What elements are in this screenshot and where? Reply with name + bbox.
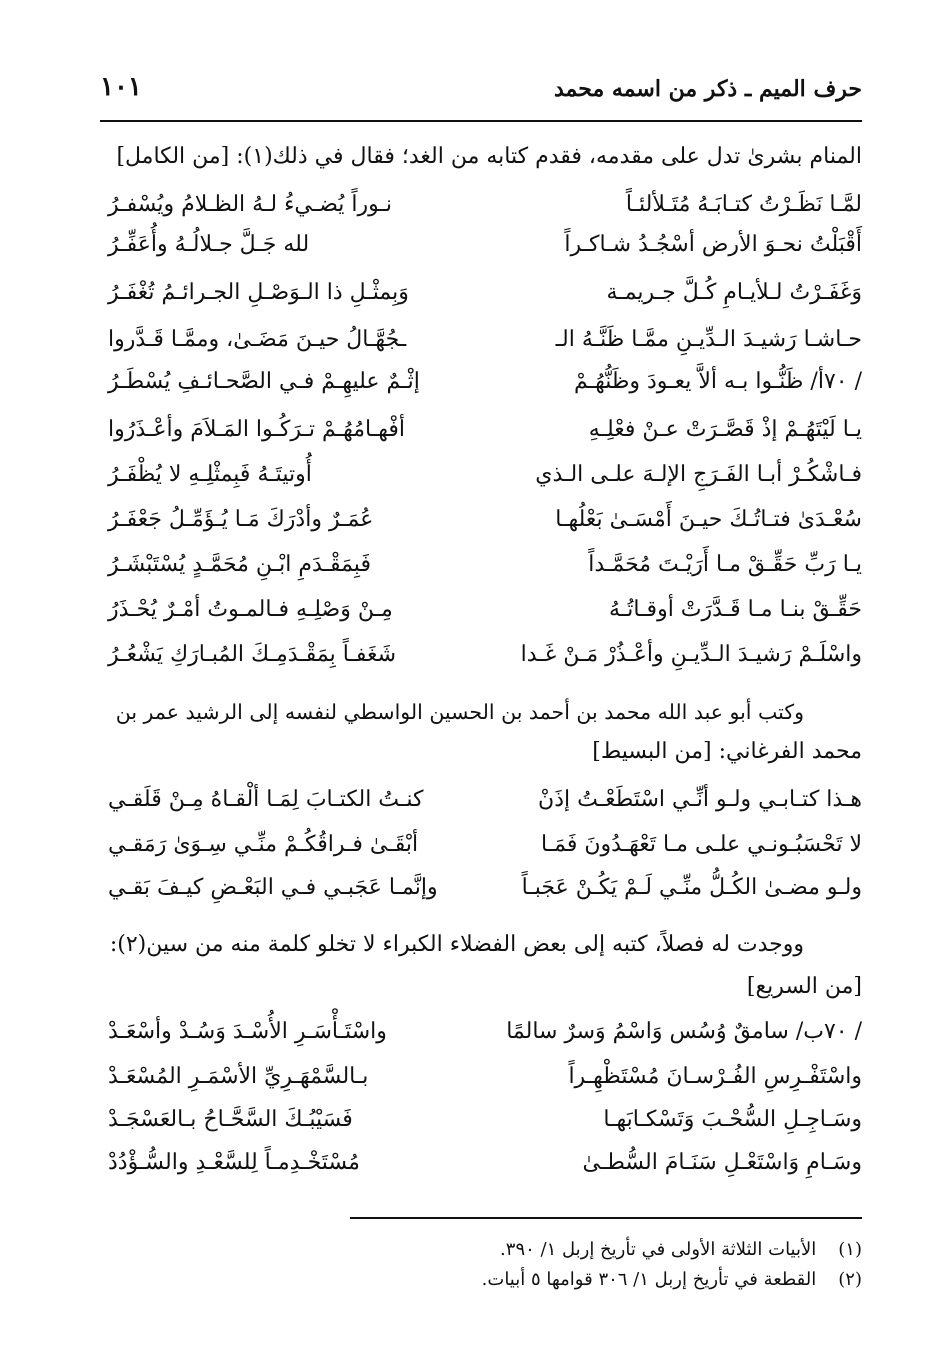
first-hemistich: وسَـامِ وَاسْتَعْـلِ سَنَـامَ السُّطـىٰ [582,1150,862,1175]
poem2-verse [100,868,862,908]
paragraph-line: ووجدت له فصلاً، كتبه إلى بعض الفضلاء الكبراء لا تخلو كلمة منه من سين(٢): [109,932,804,957]
first-hemistich: سُعْـدَىٰ فتـاتُـكَ حيـنَ أَمْسَـىٰ بَعْلُهـا [555,507,862,532]
poem1-verse [100,500,862,540]
footnote-text: الأبيات الثلاثة الأولى في تأريخ إربل ١/ ٣٩٠. [500,1239,817,1260]
footnote-number: (١) [838,1239,862,1260]
paragraph-line: محمد الفرغاني: [من البسيط] [592,739,862,764]
poem1-verse [100,590,862,630]
footnote [100,1266,862,1294]
second-hemistich: نـوراً يُضـيءُ لـهُ الظـلامُ ويُسْفـرُ [108,192,393,217]
first-hemistich: أَقْبَلْتُ نحـوَ الأرض أسْجُـدُ شـاكـراً [564,232,862,257]
footnote-number: (٢) [838,1269,862,1290]
first-hemistich: وسَـاجِـلِ السُّحْـبَ وَتَسْكـابَهـا [603,1107,862,1132]
first-hemistich: لا تَحْسَبُـونـي علـى مـا تَعْهَـدُونَ فَمَـا [541,832,862,857]
intro-line: المنام بشرىٰ تدل على مقدمه، فقدم كتابه من الغد؛ فقال في ذلك(١): [من الكامل] [116,144,862,169]
first-hemistich: يـا لَيْتَهُـمْ إذْ قَصَّـرَتْ عـنْ فعْلِـهِ [588,417,862,442]
footnote-text: القطعة في تأريخ إربل ١/ ٣٠٦ قوامها ٥ أبيات. [481,1269,817,1290]
footnote [100,1236,862,1264]
second-hemistich: أُوتيتَـهُ فَبِمثْلِـهِ لا يُظْفَـرُ [108,462,312,487]
running-title: حرف الميم ـ ذكر من اسمه محمد [553,76,862,102]
paragraph-line: وكتب أبو عبد الله محمد بن أحمد بن الحسين الواسطي لنفسه إلى الرشيد عمر بن [115,700,804,724]
second-hemistich: بـالسَّمْهَـرِيِّ الأسْمَـرِ المُسْعَـدْ [108,1064,369,1089]
poem1-verse [100,225,862,265]
poem3-verse [100,1100,862,1140]
poem2-verse [100,825,862,865]
first-hemistich: ولـو مضـىٰ الكُـلُّ منِّـي لَـمْ يَكُـنْ عَجَبـاً [521,875,862,900]
first-hemistich: وَغَفَـرْتُ لـلأيـامِ كُـلَّ جـريمـة [606,280,862,305]
second-hemistich: وَبِمثْـلِ ذا الـوَصْـلِ الجـرائـمُ تُغْفَـرُ [108,280,409,305]
second-hemistich: أفْهـامُهُـمْ تـرَكُـوا المَـلاَمَ وأعْـذَرُوا [108,417,405,442]
second-hemistich: واسْتَـأْسَـرِ الأُسْـدَ وَسُـدْ وأسْعَـدْ [108,1019,387,1044]
first-hemistich: واسْتَفْـرِسِ الفُـرْسـانَ مُسْتَظْهِـراً [568,1064,862,1089]
poem1-verse [100,185,862,225]
first-hemistich: يـا رَبِّ حَقِّـقْ مـا أَرَيْـتَ مُحَمَّـداً [588,552,862,577]
poem1-verse [100,410,862,450]
paragraph-line: [من السريع] [746,974,862,999]
poem3-verse [100,1143,862,1183]
poem1-verse [100,545,862,585]
second-hemistich: مِـنْ وَصْلِـهِ فـالمـوتُ أمْـرٌ يُحْـذَرُ [108,597,393,622]
second-hemistich: عُمَـرٌ وأدْرَكَ مَـا يُـؤَمِّـلُ جَعْفَـرُ [108,507,374,532]
footnote-rule [350,1217,862,1219]
second-hemistich: فَسَيْبُـكَ السَّحَّـاحُ بـالعَسْجَـدْ [108,1107,353,1132]
poem1-verse [100,273,862,313]
second-hemistich: أبْقَـىٰ فـراقُكُـمْ منِّـي سِـوَىٰ رَمَقـي [108,832,419,857]
second-hemistich: إثْـمٌ عليهِـمْ فـي الصَّحـائـفِ يُسْطَـرُ [108,369,420,394]
first-hemistich: حَقِّـقْ بنـا مـا قَـدَّرَتْ أوقـاتُـهُ [609,597,862,622]
second-hemistich: ـجُهَّـالُ حيـنَ مَضَـىٰ، وممَّـا قَـدَّروا [108,327,407,352]
poem2-verse [100,780,862,820]
first-hemistich: / ٧٠ب/ سامقٌ وُسُس وَاسْمُ وَسرٌ سالمًا [506,1019,862,1044]
poem3-verse [100,1012,862,1052]
first-hemistich: / ٧٠أ/ ظَنُّـوا بـه ألاَّ يعـودَ وظَنُّهُـمْ [574,369,862,394]
page-number: ١٠١ [100,72,142,102]
second-hemistich: مُسْتَخْـدِمـاً لِلسَّعْـدِ والسُّـؤْدُدْ [108,1150,360,1175]
second-hemistich: لله جَـلَّ جـلالُـهُ وأُعَفِّـرُ [108,232,310,257]
poem1-verse [100,455,862,495]
second-hemistich: شَغَفـاً بِمَقْـدَمِـكَ المُبـارَكِ يَشْعُـرُ [108,642,397,667]
first-hemistich: هـذا كتـابـي ولـو أنِّـي اسْتَطَعْـتُ إذَنْ [538,787,862,812]
poem1-verse [100,362,862,402]
first-hemistich: واسْلَـمْ رَشيـدَ الـدِّيـنِ وأعْـذُرْ مَـنْ غَـدا [520,642,862,667]
poem1-verse [100,635,862,675]
first-hemistich: فـاشْكُـرْ أبـا الفَـرَجِ الإلـهَ علـى الـذي [535,462,862,487]
first-hemistich: حـاشـا رَشيـدَ الـدِّيـنِ ممَّـا ظَنَّـهُ الـ [555,327,862,352]
first-hemistich: لمَّـا نَظَـرْتُ كتـابَـهُ مُتَـلألئـاً [625,192,862,217]
poem1-verse [100,320,862,360]
second-hemistich: وإنَّمـا عَجَبـي فـي البَعْـضِ كيـفَ بَقـي [108,875,438,900]
header-rule [100,120,862,122]
page-header [100,72,862,108]
second-hemistich: كنـتُ الكتـابَ لِمَـا ألْقـاهُ مِـنْ قَلَقـي [108,787,424,812]
poem3-verse [100,1057,862,1097]
second-hemistich: فَبِمَقْـدَمِ ابْـنِ مُحَمَّـدٍ يُسْتَبْشَـرُ [108,552,371,577]
